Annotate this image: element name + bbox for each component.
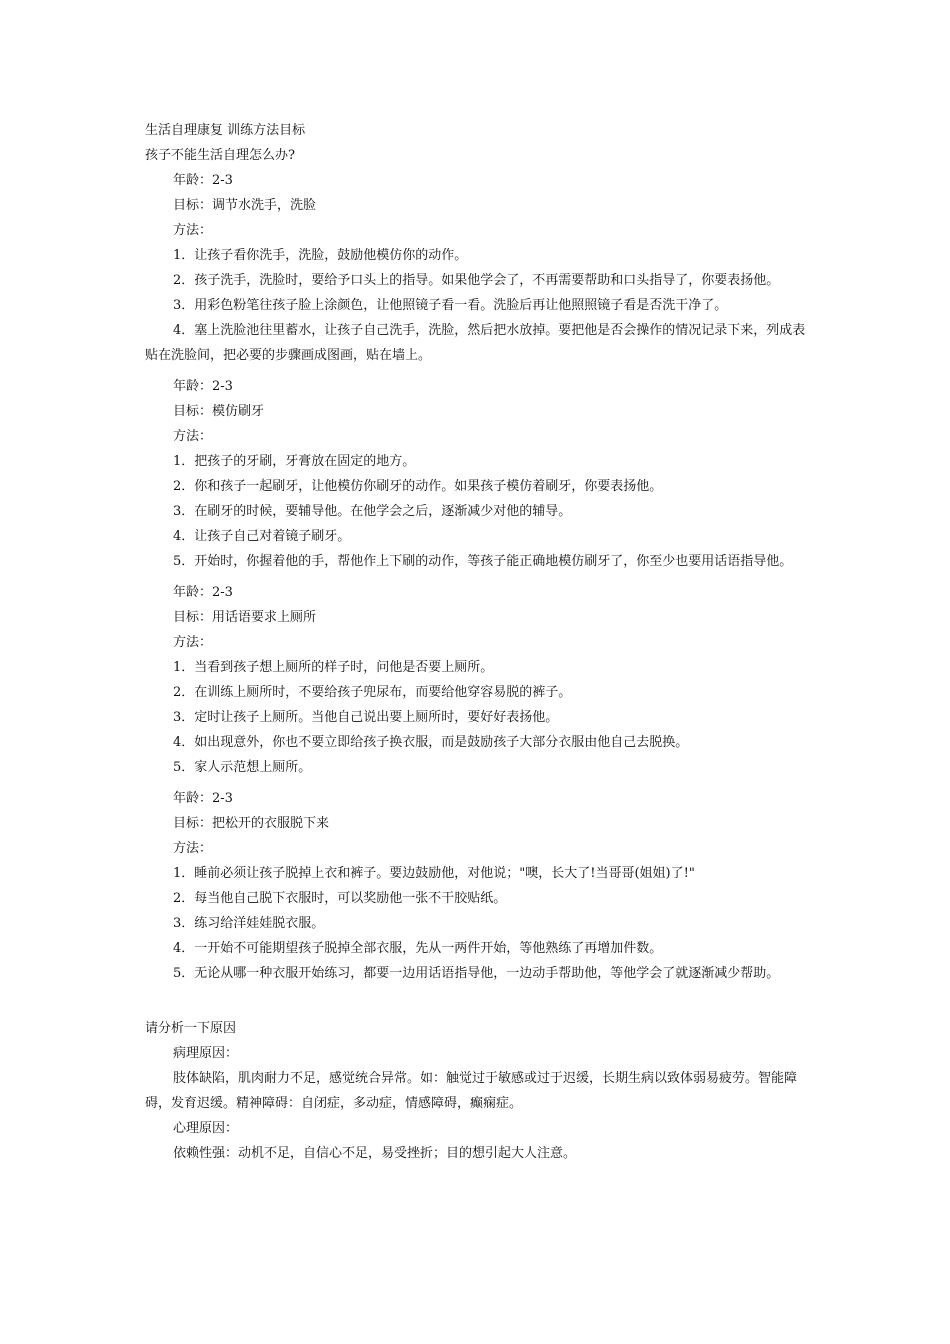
psychology-text: 依赖性强：动机不足，自信心不足，易受挫折；目的想引起大人注意。: [173, 1146, 577, 1161]
method-step: 3．在刷牙的时候，要辅导他。在他学会之后，逐渐减少对他的辅导。: [173, 504, 572, 519]
document-title: 生活自理康复 训练方法目标: [145, 123, 306, 138]
document-page: [145, 118, 810, 1166]
section-method-label: 方法：: [173, 635, 213, 650]
method-step: 3．用彩色粉笔往孩子脸上涂颜色，让他照镜子看一看。洗脸后再让他照照镜子看是否洗干净了。: [173, 298, 728, 313]
section-goal: 目标：模仿刷牙: [173, 404, 265, 419]
method-step: 4．一开始不可能期望孩子脱掉全部衣服，先从一两件开始，等他熟练了再增加件数。: [173, 941, 663, 956]
method-step: 5．家人示范想上厕所。: [173, 760, 312, 775]
section-goal: 目标：用话语要求上厕所: [173, 610, 317, 625]
method-step: 4．让孩子自己对着镜子刷牙。: [173, 529, 351, 544]
method-step: 4．塞上洗脸池往里蓄水，让孩子自己洗手，洗脸，然后把水放掉。要把他是否会操作的情况记录下来，列成表贴在洗脸间，把必要的步骤画成图画，贴在墙上。: [145, 323, 806, 363]
analysis-heading: 请分析一下原因: [145, 1021, 237, 1036]
method-step: 2．孩子洗手，洗脸时，要给予口头上的指导。如果他学会了，不再需要帮助和口头指导了，你要表扬他。: [173, 273, 780, 288]
training-section: [145, 580, 810, 780]
section-method-label: 方法：: [173, 841, 213, 856]
method-step: 4．如出现意外，你也不要立即给孩子换衣服，而是鼓励孩子大部分衣服由他自己去脱换。: [173, 735, 689, 750]
method-step: 3．定时让孩子上厕所。当他自己说出要上厕所时，要好好表扬他。: [173, 710, 559, 725]
pathology-text: 肢体缺陷，肌肉耐力不足，感觉统合异常。如：触觉过于敏感或过于迟缓，长期生病以致体弱易疲劳。智能障碍，发育迟缓。精神障碍：自闭症，多动症，情感障碍，癫痫症。: [145, 1071, 798, 1111]
method-step: 1．当看到孩子想上厕所的样子时，问他是否要上厕所。: [173, 660, 494, 675]
method-step: 5．无论从哪一种衣服开始练习，都要一边用话语指导他，一边动手帮助他，等他学会了就逐渐减少帮助。: [173, 966, 780, 981]
training-section: [145, 168, 810, 368]
method-step: 1．把孩子的牙刷，牙膏放在固定的地方。: [173, 454, 416, 469]
method-step: 5．开始时，你握着他的手，帮他作上下刷的动作，等孩子能正确地模仿刷牙了，你至少也要用话语指导他。: [173, 554, 793, 569]
section-age: 年龄：2-3: [173, 379, 233, 394]
method-step: 3．练习给洋娃娃脱衣服。: [173, 916, 325, 931]
method-step: 2．你和孩子一起刷牙，让他模仿你刷牙的动作。如果孩子模仿着刷牙，你要表扬他。: [173, 479, 663, 494]
section-age: 年龄：2-3: [173, 791, 233, 806]
method-step: 2．每当他自己脱下衣服时，可以奖励他一张不干胶贴纸。: [173, 891, 507, 906]
section-age: 年龄：2-3: [173, 173, 233, 188]
analysis-section: [145, 1016, 810, 1166]
document-question: 孩子不能生活自理怎么办?: [145, 148, 295, 163]
section-method-label: 方法：: [173, 429, 213, 444]
section-method-label: 方法：: [173, 223, 213, 238]
method-step: 1．让孩子看你洗手，洗脸，鼓励他模仿你的动作。: [173, 248, 468, 263]
training-section: [145, 786, 810, 986]
section-goal: 目标：调节水洗手，洗脸: [173, 198, 317, 213]
pathology-label: 病理原因：: [173, 1046, 239, 1061]
method-step: 2．在训练上厕所时，不要给孩子兜尿布，而要给他穿容易脱的裤子。: [173, 685, 572, 700]
method-step: 1．睡前必须让孩子脱掉上衣和裤子。要边鼓励他，对他说；"噢，长大了!当哥哥(姐姐)了!": [173, 866, 695, 881]
section-goal: 目标：把松开的衣服脱下来: [173, 816, 330, 831]
training-section: [145, 374, 810, 574]
section-age: 年龄：2-3: [173, 585, 233, 600]
psychology-label: 心理原因：: [173, 1121, 239, 1136]
